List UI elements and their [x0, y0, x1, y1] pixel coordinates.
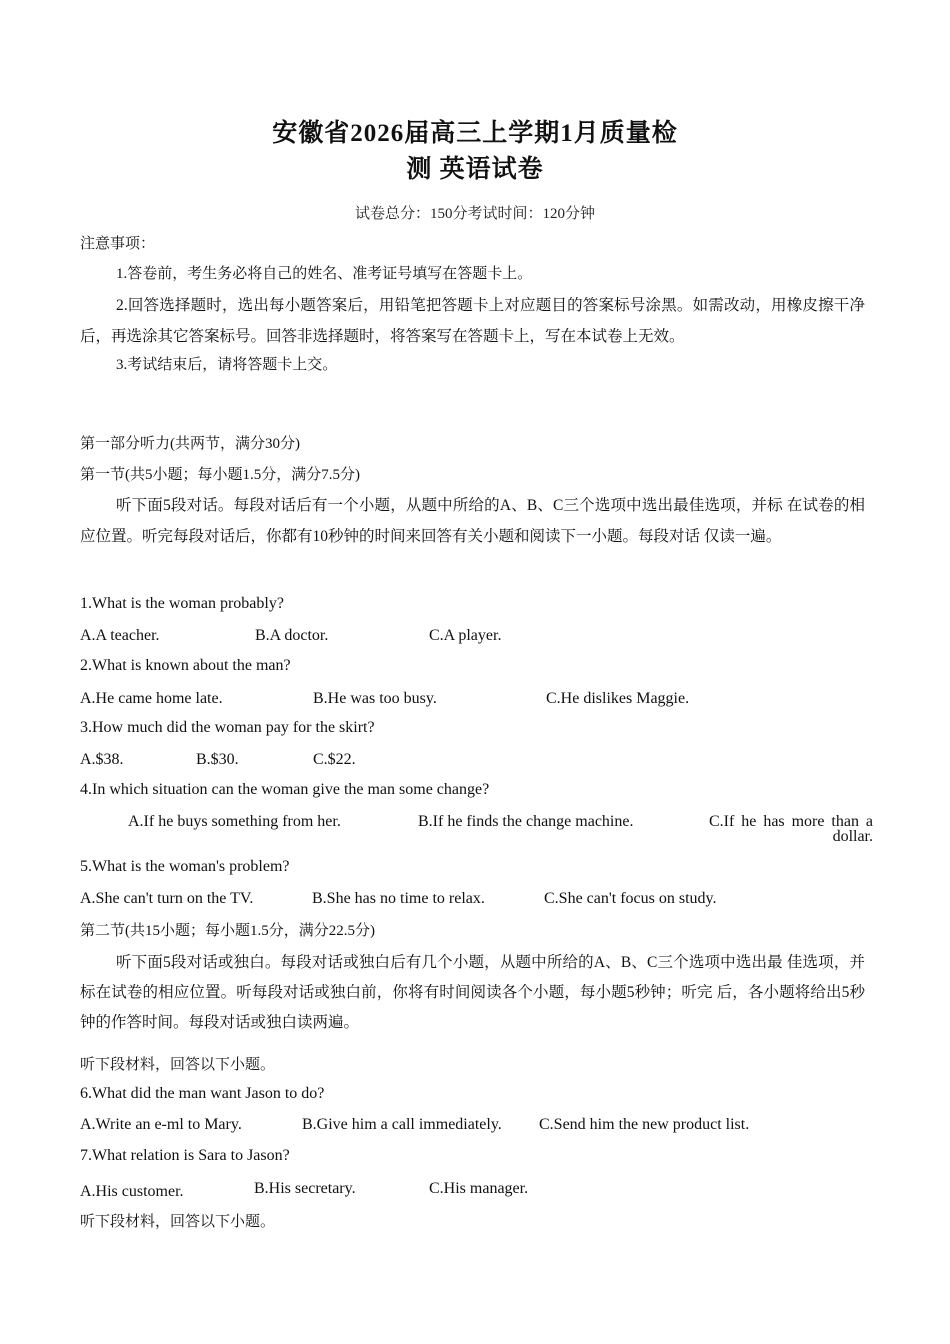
q1-option-a: A.A teacher. — [80, 627, 160, 644]
q2-option-a: A.He came home late. — [80, 690, 223, 707]
q3-option-c: C.$22. — [313, 751, 356, 768]
notice-item-1: 1.答卷前，考生务必将自己的姓名、准考证号填写在答题卡上。 — [116, 266, 533, 282]
q4-option-b: B.If he finds the change machine. — [418, 813, 634, 830]
section2-heading: 第二节(共15小题；每小题1.5分，满分22.5分) — [80, 923, 375, 939]
q2-option-c: C.He dislikes Maggie. — [546, 690, 690, 707]
q7-option-a: A.His customer. — [80, 1183, 184, 1200]
q7-option-b: B.His secretary. — [254, 1180, 356, 1197]
q5-option-c: C.She can't focus on study. — [544, 890, 717, 907]
q3-option-b: B.$30. — [196, 751, 239, 768]
title-line-1: 安徽省2026届高三上学期1月质量检 — [272, 120, 678, 147]
q3-option-a: A.$38. — [80, 751, 124, 768]
material-prompt-1: 听下段材料，回答以下小题。 — [80, 1057, 276, 1073]
q6-option-a: A.Write an e-ml to Mary. — [80, 1116, 242, 1133]
question-7: 7.What relation is Sara to Jason? — [80, 1147, 290, 1164]
q5-option-b: B.She has no time to relax. — [312, 890, 485, 907]
question-1: 1.What is the woman probably? — [80, 595, 284, 612]
section1-instructions: 听下面5段对话。每段对话后有一个小题，从题中所给的A、B、C三个选项中选出最佳选项，并标 在试卷的相应位置。听完每段对话后，你都有10秒钟的时间来回答有关小题和阅读下一小题。每段对话 仅读一遍。 — [80, 497, 865, 545]
part1-heading: 第一部分听力(共两节，满分30分) — [80, 436, 300, 452]
q4-option-a: A.If he buys something from her. — [128, 813, 341, 830]
notice-item-2: 2.回答选择题时，选出每小题答案后，用铅笔把答题卡上对应题目的答案标号涂黑。如需改动，用橡皮擦干净后，再选涂其它答案标号。回答非选择题时，将答案写在答题卡上，写在本试卷上无效。 — [80, 297, 865, 345]
section1-heading: 第一节(共5小题；每小题1.5分，满分7.5分) — [80, 467, 360, 483]
question-2: 2.What is known about the man? — [80, 657, 291, 674]
notice-heading: 注意事项： — [80, 236, 156, 252]
notice-item-3: 3.考试结束后，请将答题卡上交。 — [116, 357, 338, 373]
question-5: 5.What is the woman's problem? — [80, 858, 290, 875]
section2-instructions: 听下面5段对话或独白。每段对话或独白后有几个小题，从题中所给的A、B、C三个选项中选出最 佳选项，并标在试卷的相应位置。听每段对话或独白前，你将有时间阅读各个小题，每小题5秒钟；听完 后，各小题将给出5秒钟的作答时间。每段对话或独白读两遍。 — [80, 954, 865, 1031]
question-6: 6.What did the man want Jason to do? — [80, 1085, 325, 1102]
q2-option-b: B.He was too busy. — [313, 690, 437, 707]
q1-option-b: B.A doctor. — [255, 627, 329, 644]
exam-info: 试卷总分：150分考试时间：120分钟 — [354, 206, 595, 222]
question-3: 3.How much did the woman pay for the skirt? — [80, 719, 375, 736]
title-line-2: 测 英语试卷 — [406, 156, 544, 183]
question-4: 4.In which situation can the woman give the man some change? — [80, 781, 490, 798]
material-prompt-2: 听下段材料，回答以下小题。 — [80, 1214, 276, 1230]
q6-option-b: B.Give him a call immediately. — [302, 1116, 502, 1133]
q4-option-c: C.If he has more than a dollar. — [709, 813, 873, 845]
q1-option-c: C.A player. — [429, 627, 502, 644]
q6-option-c: C.Send him the new product list. — [539, 1116, 750, 1133]
q5-option-a: A.She can't turn on the TV. — [80, 890, 254, 907]
q7-option-c: C.His manager. — [429, 1180, 529, 1197]
